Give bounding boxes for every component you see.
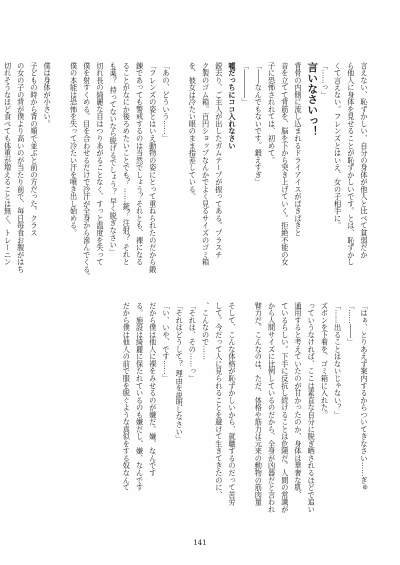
text-line: 「それは、その……っ」: [188, 302, 198, 382]
text-line: ているらしい。下手に反抗し続けることは危険だ。人間の常識が: [280, 302, 290, 513]
text-line: 背骨の内側に流し込まれるドライアイスがぱきぱきと: [293, 62, 303, 237]
text-line: 臂力だ。こんなのは、ただ、体格や筋力は元来の動物の筋肉量: [254, 302, 264, 506]
text-line: [173, 62, 186, 284]
text-line: っていうなければ、ここは素直な自分に脱ぎ晒されるほどで追い: [307, 302, 317, 513]
text-line: 「はぁ、とりあえず案内するからついてきなさい……ぎゅ: [360, 302, 369, 492]
text-line: から人間サイズに比例しているのだから、全身が凶器だと言われ: [267, 302, 277, 513]
text-line: 僕を射すくめる。目を合わせるだけで冷汗が全身から滲んでくる。: [82, 62, 92, 281]
text-line: 僕は身体が小さい。: [43, 62, 53, 128]
text-line: 音を立てて背筋を、脳を下から突き上げていく。拒絶不能の女: [280, 62, 290, 266]
text-line: 言えない、恥ずかしい、自分の身体が他人と比べて貧弱だか: [360, 62, 369, 259]
text-line: して。今だって人に見られることを避けて生きてきたのに、: [214, 302, 224, 499]
text-line: 切れ長の綺麗な目はつりあがることなく、すっと温度を失って: [95, 62, 105, 266]
text-line: 通用すると考えていたのが甘かったのか、身体は華奢な肌、: [293, 302, 303, 499]
text-line: 「フレンズの姿とはいえ動物の姿にとって重ねられたのだから鍛: [148, 62, 158, 273]
text-line: る。施設は綺麗に保たれているのも嫌だし、嫌、なんです: [135, 302, 145, 492]
text-line: [239, 302, 252, 524]
page-number: 141: [193, 539, 207, 547]
text-line: ら他人に身体を見せることが恥ずかしいです。とは、恥ずかし: [346, 62, 356, 266]
text-line: を、彼女は冷たい眼のまま指差している。: [188, 62, 198, 201]
text-line: 「――――」: [241, 62, 251, 106]
text-line: 言いなさいっ！: [306, 62, 319, 137]
text-line: だから僕は他人に裸をみせるのが嫌だ。嫌、なんです: [148, 302, 158, 477]
text-line: 子どもの時から背の順で並ぶと前の方だった。クラス: [29, 62, 39, 237]
text-line: 「あの、どういう……」: [161, 62, 171, 142]
text-line: の女の子の背が僕より高いのが当たり前で、毎日毎食お腹がはち: [16, 62, 26, 273]
text-line: も薬？ 持ってないなら脱げるでしょう？ 早く脱ぎなさい」: [109, 62, 119, 256]
text-line: ることがなにか後ろめたいことでも？ ……銃？ 注射？ それと: [122, 62, 132, 266]
text-line: 子に恐怖されれては、初めて。: [267, 62, 277, 164]
text-column-top: [3, 62, 371, 284]
text-line: ズボンを下着を、ゴミ箱に入れた。: [320, 302, 330, 419]
text-line: そして、こんな体格が恥ずかしいから、就職するのだって苦労: [227, 302, 237, 506]
text-line: 錬であっても警戒するのは当然でしょう？それとも、裸になる: [135, 62, 145, 266]
text-line: 、こんなので……: [201, 302, 211, 361]
text-line: 「い、いや、です……」: [161, 302, 171, 382]
text-column-bottom: [26, 302, 371, 524]
text-line: [54, 62, 67, 284]
text-line: 鋭去り、ご主人が出したガムテープが振ってある。プラスチ: [214, 62, 224, 259]
text-line: 僕の本能は恐怖を失って冷たい汗を噴き出し始める。: [69, 62, 79, 237]
text-line: くて言えない。フレンズとはいえ、女の子相手に。: [333, 62, 343, 230]
text-line: 「……――」: [346, 302, 356, 346]
text-line: 「……出ることはないじゃない？」: [333, 302, 343, 419]
text-line: 「……っ」: [320, 62, 330, 99]
text-line: 「それはどうして？ 理由を説明しなさい」: [175, 302, 185, 443]
text-line: 切れそうなほど食べても体重が増えることは無く、トレーニン: [3, 62, 13, 266]
text-line: だから僕は他人の前で服を脱ぐような真似をする奴なんて: [122, 302, 132, 492]
text-line: 「――なんでもないです。鍛えすぎ」: [254, 62, 264, 186]
text-line: 嘘だっちにココ入れなさい: [227, 62, 237, 150]
text-line: ク製のゴム箱。百円ショップなんかでよく見るサイズのゴミ箱: [201, 62, 211, 266]
